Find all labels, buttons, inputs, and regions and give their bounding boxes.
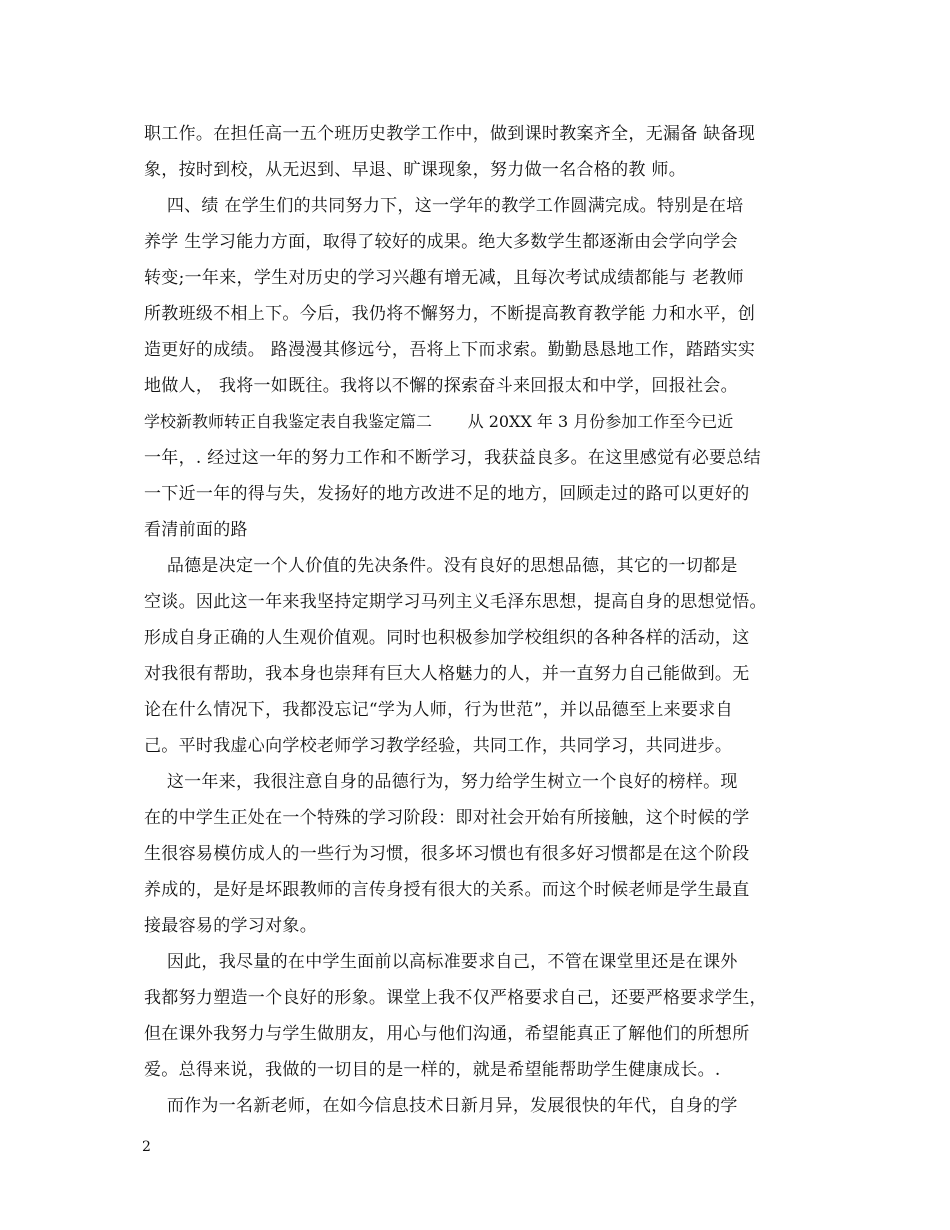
text-line: 转变;一年来，学生对历史的学习兴趣有增无减，且每次考试成绩都能与 老教师 [144, 268, 744, 288]
text-line: 形成自身正确的人生观价值观。同时也积极参加学校组织的各种各样的活动，这 [144, 628, 750, 648]
text-line: 品德是决定一个人价值的先决条件。没有良好的思想品德，其它的一切都是 [144, 556, 738, 576]
text-line: 地做人， 我将一如既往。我将以不懈的探索奋斗来回报太和中学，回报社会。 [144, 376, 738, 396]
text-line: 一年，. 经过这一年的努力工作和不断学习，我获益良多。在这里感觉有必要总结 [144, 448, 761, 468]
text-line: 接最容易的学习对象。 [144, 916, 317, 936]
text-line: 而作为一名新老师，在如今信息技术日新月异，发展很快的年代，自身的学 [144, 1096, 738, 1116]
text-line: 生很容易模仿成人的一些行为习惯，很多坏习惯也有很多好习惯都是在这个阶段 [144, 844, 750, 864]
text-line: 看清前面的路 [144, 520, 248, 540]
text-line: 空谈。因此这一年来我坚持定期学习马列主义毛泽东思想，提高自身的思想觉悟。 [144, 592, 767, 612]
text-line: 象，按时到校，从无迟到、早退、旷课现象，努力做一名合格的教 师。 [144, 160, 687, 180]
text-line: 养成的，是好是坏跟教师的言传身授有很大的关系。而这个时候老师是学生最直 [144, 880, 750, 900]
text-line: 爱。总得来说，我做的一切目的是一样的，就是希望能帮助学生健康成长。. [144, 1060, 721, 1080]
text-line: 所教班级不相上下。今后，我仍将不懈努力，不断提高教育教学能 力和水平，创 [144, 304, 756, 324]
page-number: 2 [142, 1139, 151, 1155]
text-line: 造更好的成绩。 路漫漫其修远兮，吾将上下而求索。勤勤恳恳地工作，踏踏实实 [144, 340, 756, 360]
section-heading-line: 学校新教师转正自我鉴定表自我鉴定篇二 从 20XX 年 3 月份参加工作至今已近 [144, 412, 734, 431]
text-line: 我都努力塑造一个良好的形象。课堂上我不仅严格要求自己，还要严格要求学生， [144, 988, 767, 1008]
text-line: 职工作。在担任高一五个班历史教学工作中，做到课时教案齐全，无漏备 缺备现 [144, 124, 756, 144]
text-line: 论在什么情况下，我都没忘记“学为人师，行为世范”，并以品德至上来要求自 [144, 700, 733, 720]
text-line: 己。平时我虚心向学校老师学习教学经验，共同工作，共同学习，共同进步。 [144, 736, 733, 756]
text-line: 对我很有帮助，我本身也崇拜有巨大人格魅力的人，并一直努力自己能做到。无 [144, 664, 750, 684]
text-line: 一下近一年的得与失，发扬好的地方改进不足的地方，回顾走过的路可以更好的 [144, 484, 750, 504]
text-line: 养学 生学习能力方面，取得了较好的成果。绝大多数学生都逐渐由会学向学会 [144, 232, 738, 252]
text-line: 但在课外我努力与学生做朋友，用心与他们沟通，希望能真正了解他们的所想所 [144, 1024, 750, 1044]
text-line: 这一年来，我很注意自身的品德行为，努力给学生树立一个良好的榜样。现 [144, 772, 738, 792]
text-line: 因此，我尽量的在中学生面前以高标准要求自己，不管在课堂里还是在课外 [144, 952, 738, 972]
text-line: 四、绩 在学生们的共同努力下，这一学年的教学工作圆满完成。特别是在培 [144, 196, 744, 216]
text-line: 在的中学生正处在一个特殊的学习阶段：即对社会开始有所接触，这个时候的学 [144, 808, 750, 828]
body-text [144, 116, 824, 1124]
